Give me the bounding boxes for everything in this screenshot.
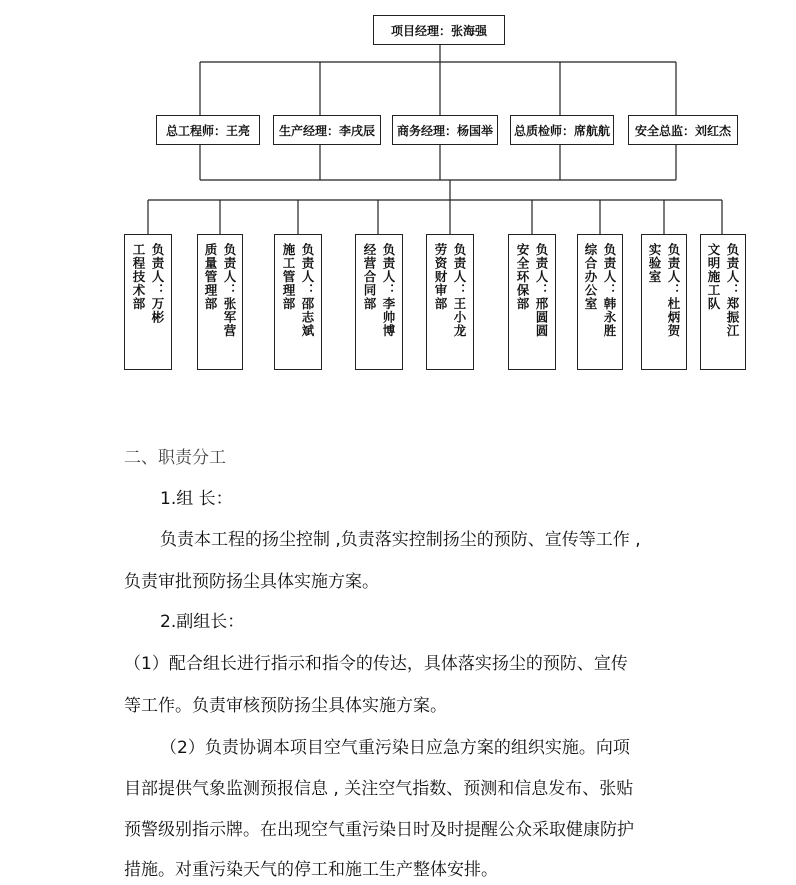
org-node-business-manager: 商务经理：杨国举 [392,115,498,145]
dept-name: 安全环保部 [515,243,530,311]
org-dept-office [577,234,623,370]
item2-line2: 等工作。负责审核预防扬尘具体实施方案。 [124,696,447,716]
dept-name: 综合办公室 [583,243,598,311]
dept-name: 劳资财审部 [433,243,448,311]
item1-line1: 负责本工程的扬尘控制 ,负责落实控制扬尘的预防、宣传等工作 , [160,530,641,550]
dept-name: 工程技术部 [131,243,146,311]
dept-head: 负责人：韩永胜 [602,243,617,338]
org-dept-safety-env [508,234,556,370]
item2-title: 2.副组长： [160,612,245,632]
org-dept-engineering [124,234,172,370]
dept-head: 负责人：王小龙 [452,243,467,338]
item2-line6: 措施。对重污染天气的停工和施工生产整体安排。 [124,860,498,880]
org-node-chief-engineer: 总工程师：王亮 [156,115,260,145]
item2-line5: 预警级别指示牌。在出现空气重污染日时及时提醒公众采取健康防护 [124,820,634,840]
item1-title: 1.组 长： [160,489,233,509]
section-title: 二、职责分工 [124,448,226,468]
org-dept-lab [641,234,687,370]
org-dept-quality [197,234,243,370]
dept-head: 负责人：邢圆圆 [534,243,549,338]
dept-head: 负责人：万彬 [150,243,165,324]
org-node-safety-director: 安全总监：刘红杰 [628,115,738,145]
org-dept-civil-team [700,234,746,370]
dept-name: 文明施工队 [706,243,721,311]
dept-name: 实验室 [647,243,662,284]
dept-head: 负责人：郑振江 [725,243,740,338]
item2-line1: （1）配合组长进行指示和指令的传达，具体落实扬尘的预防、宣传 [124,654,628,674]
item1-line2: 负责审批预防扬尘具体实施方案。 [124,572,379,592]
org-dept-construction [274,234,322,370]
dept-head: 负责人：邵志斌 [300,243,315,338]
org-node-production-manager: 生产经理：李戌辰 [273,115,381,145]
dept-head: 负责人：张军营 [222,243,237,338]
org-node-project-manager: 项目经理：张海强 [373,15,505,45]
item2-line3: （2）负责协调本项目空气重污染日应急方案的组织实施。向项 [160,738,630,758]
org-dept-finance [426,234,474,370]
dept-name: 施工管理部 [281,243,296,311]
dept-head: 负责人：李帅博 [381,243,396,338]
org-dept-contracts [355,234,403,370]
dept-name: 质量管理部 [203,243,218,311]
dept-head: 负责人：杜炳贺 [666,243,681,338]
dept-name: 经营合同部 [362,243,377,311]
org-node-chief-inspector: 总质检师：席航航 [510,115,614,145]
item2-line4: 目部提供气象监测预报信息 , 关注空气指数、预测和信息发布、张贴 [124,779,634,799]
